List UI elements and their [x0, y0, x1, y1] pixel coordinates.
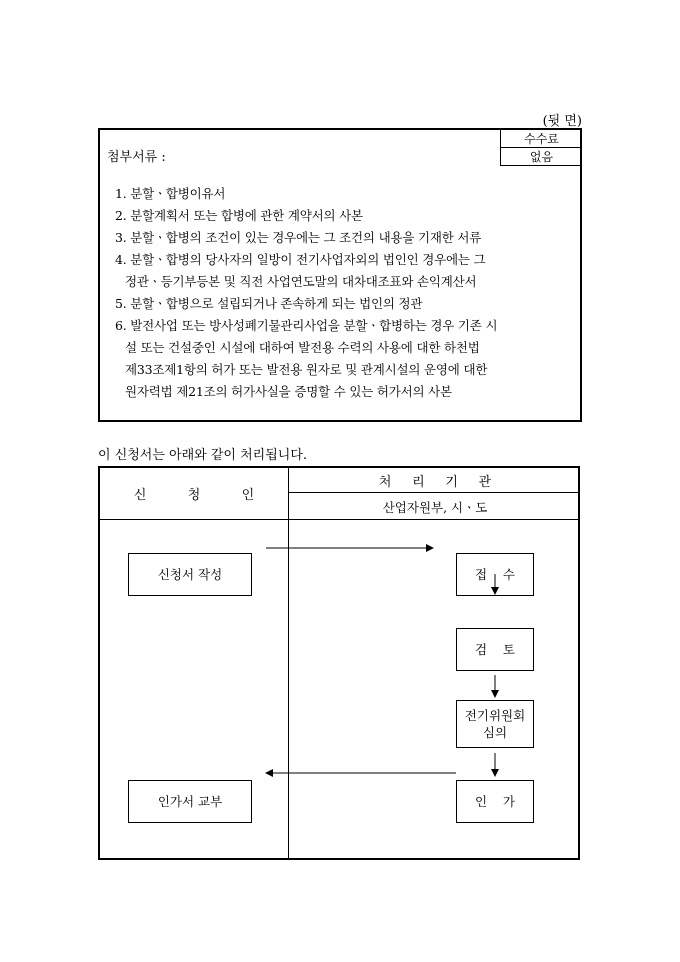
- receipt-label: 접 수: [474, 567, 516, 582]
- list-item: 설 또는 건설중인 시설에 대하여 발전용 수력의 사용에 대한 하천법: [125, 340, 480, 355]
- committee-label-line1: 전기위원회: [464, 708, 526, 723]
- process-title: 이 신청서는 아래와 같이 처리됩니다.: [98, 448, 308, 463]
- list-item: 5. 분할ㆍ합병으로 설립되거나 존속하게 되는 법인의 정관: [115, 296, 423, 311]
- fee-header: 수수료: [500, 130, 582, 148]
- list-item: 2. 분할계획서 또는 합병에 관한 계약서의 사본: [115, 208, 363, 223]
- agency-header: 처 리 기 관: [378, 475, 492, 490]
- write-application-label: 신청서 작성: [157, 567, 223, 582]
- fee-value: 없음: [500, 148, 582, 166]
- review-label: 검 토: [474, 642, 516, 657]
- page-side-label: (뒷 면): [542, 114, 582, 129]
- list-item: 제33조제1항의 허가 또는 발전용 원자로 및 관계시설의 운영에 대한: [125, 362, 488, 377]
- agency-name: 산업자원부, 시ㆍ도: [382, 500, 488, 515]
- applicant-header: 신 청 인: [133, 488, 255, 503]
- attachments-title: 첨부서류 :: [107, 150, 166, 165]
- list-item: 3. 분할ㆍ합병의 조건이 있는 경우에는 그 조건의 내용을 기재한 서류: [115, 230, 482, 245]
- approval-label: 인 가: [474, 794, 516, 809]
- committee-label-line2: 심의: [482, 725, 508, 740]
- list-item: 4. 분할ㆍ합병의 당사자의 일방이 전기사업자외의 법인인 경우에는 그: [115, 252, 486, 267]
- list-item: 1. 분할ㆍ합병이유서: [115, 186, 226, 201]
- list-item: 원자력법 제21조의 허가사실을 증명할 수 있는 허가서의 사본: [125, 384, 452, 399]
- list-item: 정관ㆍ등기부등본 및 직전 사업연도말의 대차대조표와 손익계산서: [125, 274, 477, 289]
- issue-permit-label: 인가서 교부: [157, 794, 223, 809]
- list-item: 6. 발전사업 또는 방사성폐기물관리사업을 분할ㆍ합병하는 경우 기존 시: [115, 318, 498, 333]
